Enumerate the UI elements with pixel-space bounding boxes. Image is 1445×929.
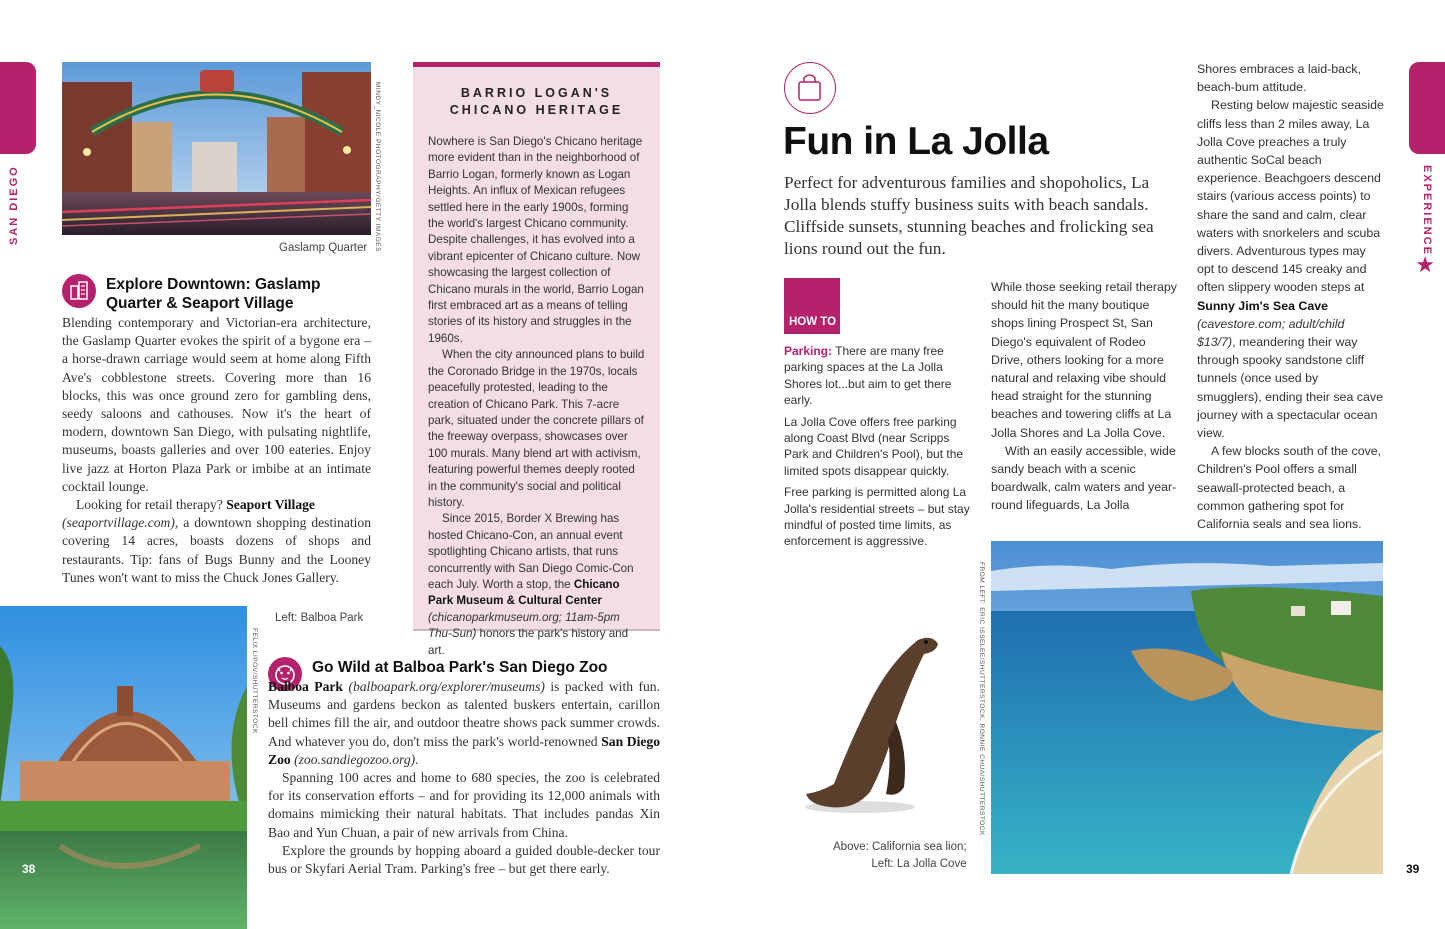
balboa-photo-credit: FELIX LIPOV/SHUTTERSTOCK: [251, 628, 258, 734]
balboa-paragraph-2: Spanning 100 acres and home to 680 species, the zoo is celebrated for its conservation efforts – and for providing its 12,000 animals with domains mimicking their natural habitats. That includes pandas Xin Bao and Yun Chuan, a pair of new arrivals from China.: [268, 770, 660, 840]
star-icon: ★: [1415, 252, 1435, 277]
la-jolla-column-3: [1197, 60, 1385, 533]
page-number-left: 38: [22, 862, 36, 876]
right-side-tab: [1409, 62, 1445, 154]
la-jolla-col2-paragraph-1: While those seeking retail therapy should hit the many boutique shops lining Prospect St, San Diego's equivalent of Rodeo Drive, others looking for a more natural and relaxing vibe should head straight for the stunning beaches and towering cliffs at La Jolla Shores and La Jolla Cove.: [991, 280, 1177, 440]
gaslamp-paragraph-2: Looking for retail therapy? Seaport Village (seaportvillage.com), a downtown shopping destination covering 14 acres, boasts dozens of shops and restaurants. Tip: fans of Bugs Bunny and the Looney Tunes won't want to miss the Chuck Jones Gallery.: [62, 497, 371, 585]
how-to-badge: HOW TO: [784, 278, 840, 334]
how-to-paragraph-1: Parking: There are many free parking spaces at the La Jolla Shores lot...but aim to get there early.: [784, 344, 952, 408]
la-jolla-col2-paragraph-2: With an easily accessible, wide sandy beach with a scenic boardwalk, calm waters and year-round lifeguards, La Jolla: [991, 443, 1177, 513]
how-to-text: [784, 343, 970, 550]
la-jolla-col3-paragraph-1: Shores embraces a laid-back, beach-bum attitude.: [1197, 62, 1361, 95]
la-jolla-col3-paragraph-2: Resting below majestic seaside cliffs less than 2 miles away, La Jolla Cove preaches a truly authentic SoCal beach experience. Beachgoers descend stairs (various access points) to share the sand and calm, clear waters with snorkelers and scuba divers. Adventurous types may opt to descend 145 creaky and often slippery wooden steps at Sunny Jim's Sea Cave (cavestore.com; adult/child $13/7), meandering their way through spooky sandstone cliff tunnels (once used by smugglers), ending their sea cave journey with a spectacular ocean view.: [1197, 98, 1384, 441]
chicano-park-museum-link[interactable]: (chicanoparkmuseum.org; 11am-5pm Thu-Sun): [428, 610, 620, 641]
balboa-paragraph-1: Balboa Park (balboapark.org/explorer/museums) is packed with fun. Museums and gardens beckon as talented buskers entertain, carillon bell chimes fill the air, and outdoor theatre shows pack summer crowds. And whatever you do, don't miss the park's world-renowned San Diego Zoo (zoo.sandiegozoo.org).: [268, 679, 660, 767]
gaslamp-body: [62, 314, 371, 587]
how-to-paragraph-2: La Jolla Cove offers free parking along Coast Blvd (near Scripps Park and Children's Pool), but the limited spots disappear quickly.: [784, 414, 964, 478]
la-jolla-title: Fun in La Jolla: [783, 120, 1049, 163]
sidebar-title: BARRIO LOGAN'S CHICANO HERITAGE: [449, 86, 624, 117]
gaslamp-photo-credit: MINDY_NICOLE PHOTOGRAPHY/GETTY IMAGES: [374, 82, 381, 252]
page-number-right: 39: [1406, 862, 1420, 876]
balboa-caption: Left: Balboa Park: [275, 612, 364, 624]
left-section-label: SAN DIEGO: [8, 165, 20, 245]
sea-lion-caption: Above: California sea lion; Left: La Jolla Cove: [833, 841, 967, 870]
buildings-icon: [62, 274, 96, 308]
la-jolla-column-2: [991, 278, 1181, 515]
sidebar-paragraph-3: Since 2015, Border X Brewing has hosted Chicano-Con, an annual event spotlighting Chicano artists, that runs concurrently with San Diego Comic-Con each July. Worth a stop, the Chicano Park Museum & Cultural Center (chicanoparkmuseum.org; 11am-5pm Thu-Sun) honors the park's history and art.: [428, 512, 634, 657]
sidebar-text: [413, 134, 660, 659]
balboa-park-photo: [0, 606, 247, 929]
balboa-park-link[interactable]: (balboapark.org/explorer/museums): [348, 679, 545, 694]
shopping-bag-icon: [784, 62, 836, 114]
balboa-paragraph-3: Explore the grounds by hopping aboard a guided double-decker tour bus or Skyfari Aerial Tram. Parking's free – but get there early.: [268, 842, 660, 877]
gaslamp-photo: [62, 62, 371, 235]
cave-store-link[interactable]: (cavestore.com; adult/child $13/7): [1197, 316, 1345, 350]
la-jolla-col3-paragraph-3: A few blocks south of the cove, Children's Pool offers a small seawall-protected beach, a common gathering spot for California seals and sea lions.: [1197, 444, 1382, 532]
sidebar-paragraph-2: When the city announced plans to build the Coronado Bridge in the 1970s, locals peacefully protested, leading to the creation of Chicano Park. This 7-acre park, situated under the concrete pillars of the freeway overpass, showcases over 100 murals. Many blend art with activism, featuring powerful themes deeply rooted in the community's social and political history.: [428, 348, 645, 509]
la-jolla-intro: Perfect for adventurous families and shopoholics, La Jolla blends stuffy business suits with beach sandals. Cliffside sunsets, stunning beaches and frolicking sea lions round out the fun.: [784, 173, 1154, 258]
gaslamp-heading: Explore Downtown: Gaslamp Quarter & Seaport Village: [106, 276, 321, 312]
la-jolla-photo-credit: FROM LEFT: ERIC ISSELEE/SHUTTERSTOCK, RONNIE CHUA/SHUTTERSTOCK: [978, 562, 985, 836]
left-side-tab: [0, 62, 36, 154]
balboa-body: [268, 678, 660, 878]
la-jolla-cove-photo: [991, 541, 1383, 874]
gaslamp-paragraph-1: Blending contemporary and Victorian-era architecture, the Gaslamp Quarter evokes the spirit of a bygone era – a horse-drawn carriage would seem at home along Fifth Ave's cobblestone streets. Covering more than 16 blocks, this was once ground zero for gambling dens, seedy saloons and cathouses. Now it's the heart of modern, downtown San Diego, with pulsating nightlife, museums, boasts galleries and over 100 eateries. Enjoy live jazz at Horton Plaza Park or imbibe at an intimate cocktail lounge.: [62, 315, 371, 494]
how-to-paragraph-3: Free parking is permitted along La Jolla's residential streets – but stay mindful of posted time limits, as enforcement is aggressive.: [784, 485, 970, 549]
sidebar-paragraph-1: Nowhere is San Diego's Chicano heritage more evident than in the neighborhood of Barrio Logan, formerly known as Logan Heights. An influx of Mexican refugees settled here in the early 1900s, forming the world's largest Chicano community. Despite challenges, it has evolved into a vibrant epicenter of Chicano culture. Now showcasing the largest collection of Chicano murals in the world, Barrio Logan first embraced art as a means of telling stories of its history and struggles in the 1960s.: [428, 135, 644, 345]
san-diego-zoo-link[interactable]: (zoo.sandiegozoo.org): [294, 751, 416, 767]
gaslamp-caption: Gaslamp Quarter: [279, 242, 368, 254]
balboa-heading: Go Wild at Balboa Park's San Diego Zoo: [312, 659, 608, 676]
seaport-village-link[interactable]: (seaportvillage.com): [62, 515, 175, 531]
barrio-logan-sidebar: [413, 62, 660, 657]
right-section-label: EXPERIENCE: [1421, 165, 1433, 256]
sea-lion-photo: [800, 622, 950, 822]
